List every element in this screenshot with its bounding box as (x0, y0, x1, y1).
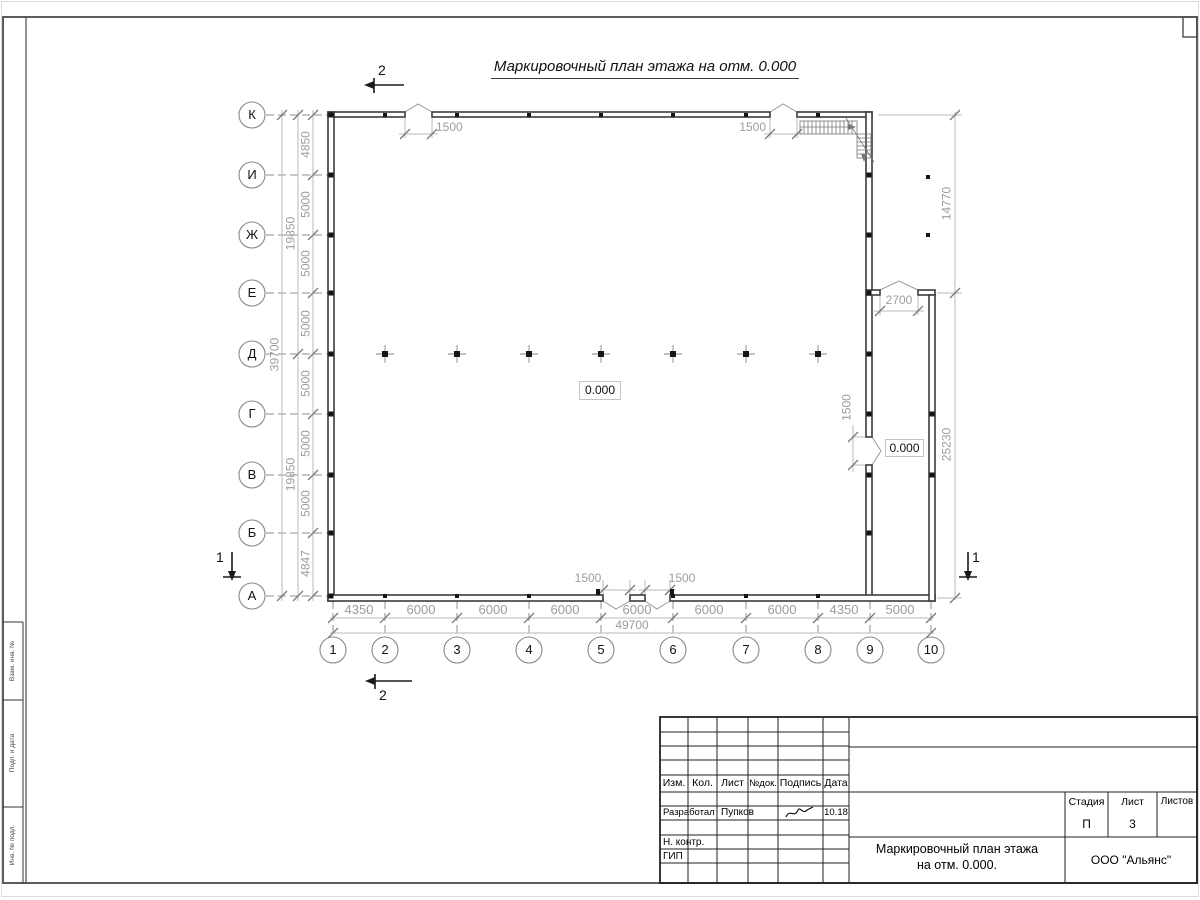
dim-label: 6000 (550, 602, 580, 617)
axis-row-label: Е (247, 285, 257, 300)
dim-label: 19850 (283, 216, 298, 251)
dim-label: 4847 (298, 550, 313, 577)
stage-value: П (1082, 817, 1091, 831)
dim-label: 5000 (298, 250, 313, 277)
titleblock-name: Пупков (721, 807, 754, 818)
titleblock-col-header: Изм. (662, 777, 686, 789)
axis-row-label: В (247, 467, 257, 482)
titleblock-role: Н. контр. (663, 837, 705, 848)
page-title-wrap (370, 58, 920, 79)
elevation-label: 0.000 (885, 439, 924, 457)
dim-label: 6000 (406, 602, 436, 617)
sheets-header: Листов (1160, 796, 1194, 807)
stage-header: Стадия (1068, 796, 1105, 808)
axis-col-label: 3 (453, 642, 461, 657)
dim-label: 4850 (298, 131, 313, 158)
doc-title-line2: на отм. 0.000. (916, 858, 998, 872)
axis-col-label: 8 (814, 642, 822, 657)
margin-box-label: Взам. инв. № (9, 640, 16, 682)
dimension-lines (282, 110, 962, 633)
signature-mark (786, 807, 813, 817)
opening-marks (405, 104, 918, 609)
axis-row-label: А (247, 588, 257, 603)
dim-label: 4350 (829, 602, 859, 617)
axis-col-label: 9 (866, 642, 874, 657)
dim-label: 1500 (574, 571, 602, 585)
axis-col-label: 5 (597, 642, 605, 657)
axis-row-label: И (247, 167, 257, 182)
dim-label: 6000 (694, 602, 724, 617)
titleblock-role: ГИП (663, 851, 683, 862)
elevation-label: 0.000 (579, 381, 621, 400)
axis-col-label: 4 (525, 642, 533, 657)
axis-row-label: К (248, 107, 256, 122)
dim-label: 1500 (839, 394, 854, 421)
axis-col-label: 10 (923, 642, 939, 657)
titleblock-col-header: Лист (721, 777, 744, 789)
page-title: Маркировочный план этажа на отм. 0.000 (491, 58, 799, 79)
titleblock-col-header: №док. (749, 778, 777, 789)
axis-col-label: 6 (669, 642, 677, 657)
titleblock-doc-title (852, 841, 1062, 873)
dim-label: 6000 (767, 602, 797, 617)
dim-label: 6000 (478, 602, 508, 617)
dim-label: 1500 (739, 120, 766, 134)
dim-label: 5000 (298, 430, 313, 457)
margin-box-label: Инв. № подл. (9, 824, 16, 866)
org-name: ООО "Альянс" (1090, 853, 1172, 867)
axis-col-label: 2 (381, 642, 389, 657)
sheet-header: Лист (1121, 796, 1144, 808)
section-number: 2 (379, 687, 387, 703)
section-number: 2 (378, 62, 386, 78)
axis-col-label: 7 (742, 642, 750, 657)
axis-row-label: Д (247, 346, 257, 361)
dim-label: 1500 (436, 120, 463, 134)
margin-box-label: Подп. и дата (9, 733, 16, 773)
sheet-frame (2, 2, 1199, 897)
section-number: 1 (216, 549, 224, 565)
titleblock-col-header: Дата (824, 777, 848, 789)
axis-row-label: Ж (245, 227, 258, 242)
dim-label: 49700 (615, 618, 649, 632)
titleblock-date: 10.18 (824, 807, 848, 818)
dim-label: 2700 (885, 293, 913, 307)
titleblock-col-header: Кол. (692, 777, 713, 789)
doc-title-line1: Маркировочный план этажа (875, 842, 1039, 856)
dim-label: 14770 (939, 186, 954, 221)
axis-row-label: Б (247, 525, 257, 540)
dim-label: 39700 (267, 337, 282, 372)
dimension-ticks (277, 110, 960, 638)
axis-col-label: 1 (329, 642, 337, 657)
dim-label: 4350 (344, 602, 374, 617)
columns (329, 113, 935, 599)
sheets-value (1157, 812, 1197, 837)
section-number: 1 (972, 549, 980, 565)
dim-label: 5000 (298, 310, 313, 337)
dim-label: 1500 (668, 571, 696, 585)
dim-label: 5000 (298, 191, 313, 218)
dim-label: 5000 (298, 370, 313, 397)
walls (328, 112, 935, 601)
sheet-value: 3 (1129, 817, 1136, 831)
dim-label: 19850 (283, 457, 298, 492)
dim-label: 5000 (298, 490, 313, 517)
stair-symbol (800, 118, 874, 162)
dim-label: 5000 (885, 602, 915, 617)
dim-label: 25230 (939, 427, 954, 462)
axis-row-label: Г (248, 406, 256, 421)
titleblock-col-header: Подпись (779, 777, 822, 789)
titleblock-role: Разработал (663, 807, 715, 818)
grid-lines (266, 115, 931, 637)
dim-label: 6000 (622, 602, 652, 617)
